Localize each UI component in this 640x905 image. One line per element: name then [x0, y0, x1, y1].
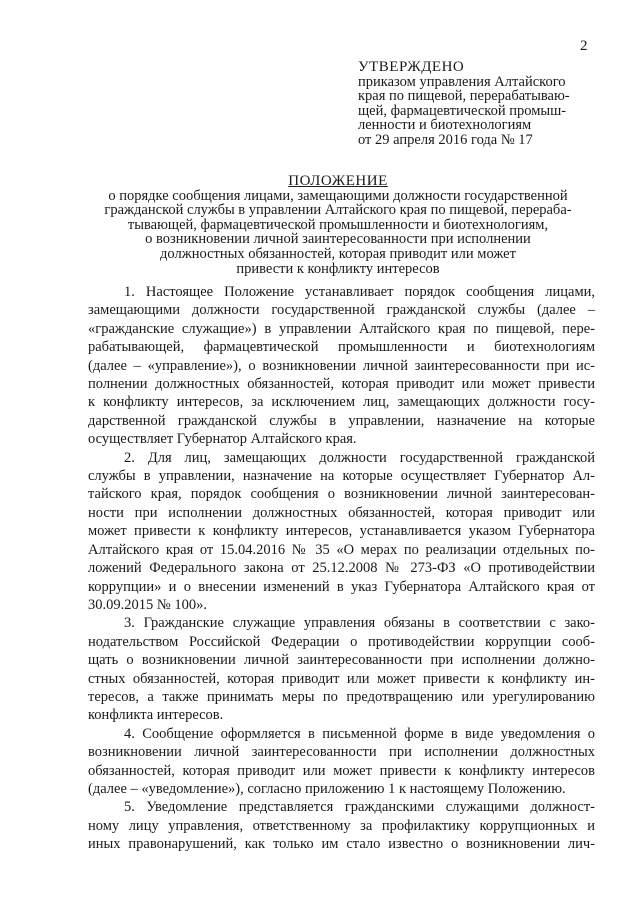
document-title: ПОЛОЖЕНИЕ [288, 173, 388, 189]
paragraph-line: может привести к конфликту интересов, устанавливается указом Губернатора [88, 523, 595, 540]
paragraph-line: 3. Гражданские служащие управления обязаны в соответствии с зако- [124, 615, 595, 632]
paragraph-line: 4. Сообщение оформляется в письменной форме в виде уведомления о [124, 725, 595, 742]
page-number: 2 [580, 38, 588, 54]
paragraph-line: 5. Уведомление представляется гражданскими служащими должност- [124, 799, 595, 816]
paragraph-line: тайского края, порядок сообщения о возникновении личной заинтересован- [88, 486, 595, 503]
paragraph-3 [88, 614, 595, 724]
paragraph-line: нодательством Российской Федерации о противодействии коррупции сооб- [88, 633, 595, 650]
paragraph-line: ности при исполнении должностных обязанностей, которая приводит или [88, 504, 595, 521]
paragraph-line: щать о возникновении личной заинтересованности при исполнении должно- [88, 652, 595, 669]
title-line: должностных обязанностей, которая приводит или может [160, 245, 516, 262]
title-line: о порядке сообщения лицами, замещающими должности государственной [108, 187, 568, 204]
paragraph-2 [88, 449, 595, 615]
paragraph-line: рабатывающей, фармацевтической промышленности и биотехнологиям [88, 339, 595, 356]
paragraph-line: Алтайского края от 15.04.2016 № 35 «О мерах по реализации отдельных по- [88, 541, 595, 558]
approval-line: от 29 апреля 2016 года № 17 [358, 131, 533, 148]
paragraph-line: обязанностей, которая приводит или может привести к конфликту интересов [88, 762, 595, 779]
approval-line: приказом управления Алтайского [358, 73, 566, 90]
title-line: привести к конфликту интересов [236, 260, 440, 277]
paragraph-line: дарственной гражданской службы в управлении, назначение на которые [88, 412, 595, 429]
approval-stamp-block [358, 60, 593, 147]
paragraph-line: 1. Настоящее Положение устанавливает порядок сообщения лицами, [124, 284, 595, 300]
document-body [88, 283, 595, 854]
title-line: тывающей, фармацевтической промышленности и биотехнологиям, [127, 216, 549, 233]
paragraph-line: ложений Федерального закона от 25.12.2008 № 273-ФЗ «О противодействии [88, 560, 595, 577]
paragraph-line: осуществляет Губернатор Алтайского края. [88, 431, 357, 448]
paragraph-line: 30.09.2015 № 100». [88, 596, 207, 613]
paragraph-line: возникновении личной заинтересованности при исполнении должностных [88, 744, 595, 761]
paragraph-line: «гражданские служащие») в управлении Алтайского края по пищевой, пере- [88, 320, 595, 337]
approval-line: края по пищевой, перерабатываю- [358, 88, 570, 104]
paragraph-line: стных обязанностей, которая приводит или может привести к конфликту ин- [88, 670, 595, 687]
paragraph-4 [88, 725, 595, 799]
document-title-block [88, 174, 588, 276]
paragraph-line: 2. Для лиц, замещающих должности государственной гражданской [124, 449, 595, 466]
paragraph-line: конфликта интересов. [88, 707, 224, 724]
paragraph-line: замещающими должности государственной гражданской службы (далее – [88, 302, 595, 319]
paragraph-line: службы в управлении, назначение на которые осуществляет Губернатор Ал- [88, 468, 595, 485]
paragraph-line: ному лицу управления, ответственному за профилактику коррупционных и [88, 817, 595, 834]
paragraph-5 [88, 798, 595, 853]
approval-heading: УТВЕРЖДЕНО [358, 59, 465, 75]
paragraph-line: иных правонарушений, как только им стало известно о возникновении лич- [88, 836, 595, 853]
approval-line: ленности и биотехнологиям [358, 117, 532, 133]
approval-line: щей, фармацевтической промыш- [358, 102, 567, 119]
paragraph-line: коррупции» и о внесении изменений в указ Губернатора Алтайского края от [88, 578, 595, 595]
title-line: гражданской службы в управлении Алтайского края по пищевой, перераба- [104, 202, 572, 219]
paragraph-line: к конфликту интересов, за исключением лиц, замещающих должности госу- [88, 394, 595, 411]
paragraph-line: (далее – «управление»), о возникновении личной заинтересованности при ис- [88, 357, 595, 374]
paragraph-line: тересов, а также принимать меры по предотвращению или урегулированию [88, 688, 595, 705]
paragraph-1 [88, 283, 595, 449]
title-line: о возникновении личной заинтересованности при исполнении [145, 231, 531, 248]
paragraph-line: (далее – «уведомление»), согласно приложению 1 к настоящему Положению. [88, 780, 566, 797]
paragraph-line: полнении должностных обязанностей, которая приводит или может привести [88, 376, 595, 393]
